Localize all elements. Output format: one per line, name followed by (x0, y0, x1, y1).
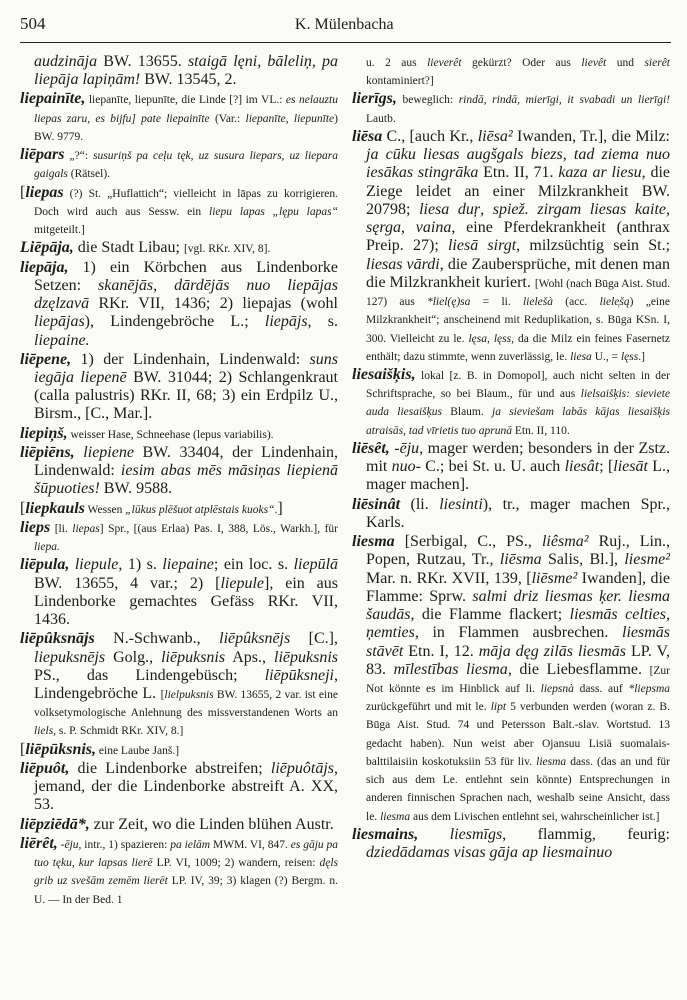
entry-text: ] (641, 350, 645, 363)
entry-text: , 1) s. (118, 556, 163, 574)
entry-text: liepanīte, liepunīte (245, 112, 335, 125)
entry-text: BW. 9588. (99, 480, 173, 498)
entry-text: „?“: (64, 150, 94, 163)
entry-text: BW. 13545, 2. (140, 71, 237, 89)
entry-text: audzināja (34, 53, 98, 70)
entry-text: liepaine (162, 556, 214, 574)
page-number: 504 (20, 14, 46, 33)
dictionary-entry (20, 53, 338, 89)
entry-text: , s. (307, 313, 338, 331)
entry-text: lielešà (522, 296, 554, 309)
entry-text: , die Flamme flackert; (410, 606, 570, 624)
dictionary-entry (352, 90, 670, 126)
entry-text: liēpuksnis (161, 648, 226, 666)
entry-text: skanējās, dārdējās nuo liepājas dzęlzavā (34, 276, 338, 313)
entry-text: lievêt (581, 57, 607, 69)
headword: liēpiēns, (20, 443, 75, 461)
entry-text: (Rätsel). (67, 168, 111, 181)
entry-text: liēpuksnis (274, 648, 338, 666)
entry-text: ] Spr., [(aus Erlaa) Pas. I, 388, Lös., Warkh.], für (99, 522, 338, 535)
dictionary-entry (352, 53, 670, 89)
entry-text: liesma (380, 810, 411, 823)
right-column (352, 53, 670, 909)
entry-text: [C.], (290, 630, 338, 648)
entry-text: staigā lęni, bāleliņ, pa liepāja lapiņām! (34, 53, 338, 89)
entry-text: Mar. n. RKr. XVII, 139, [ (366, 569, 532, 587)
entry-text: BW. 13655, 2 var. ist eine volksetymologische Anlehnung des missverstandenen Worts an (34, 688, 338, 720)
entry-text: aus dem Livischen entlehnt sei, wahrscheinlicher ist.] (410, 810, 660, 823)
entry-text: māja dęg zilās liesmās (478, 642, 626, 660)
entry-text: [Zur Not könnte es im Hinblick auf li. (366, 664, 670, 695)
entry-text: liesas vārdi (366, 255, 440, 273)
text-columns (20, 53, 671, 909)
entry-text: (li. (400, 495, 440, 513)
entry-text: u. 2 aus (366, 57, 428, 69)
entry-text: liesmās stāvēt (366, 624, 670, 660)
entry-text: . (638, 350, 642, 363)
entry-text: lielsaišķis: sieviete auda liesaišķus (366, 388, 670, 419)
entry-text: RKr. VII, 1436; 2) liepajas (wohl (89, 295, 338, 313)
entry-text: Etn. I, 12. (403, 642, 479, 660)
headword: liēsinât (352, 495, 401, 513)
entry-text: lokal [z. B. in Domopol], auch nicht selten in der Schriftsprache, so bei Blaum., für und aus (366, 369, 670, 401)
entry-text: Wessen (84, 503, 126, 516)
entry-text: ), tr., mager machen Spr., Karls. (366, 495, 670, 531)
entry-text: liesât (564, 458, 600, 476)
dictionary-entry (20, 184, 338, 239)
entry-text: iesim abas mēs māsiņas liepienā šūpuoties! (34, 462, 338, 498)
entry-text: liepule (74, 556, 119, 574)
entry-text: zur Zeit, wo die Linden blühen Austr. (89, 815, 334, 833)
entry-text: Salis, Bl.], (541, 551, 625, 569)
entry-text: beweglich: (396, 94, 459, 107)
entry-text: LP. IV, 39; 3) klagen (?) Bergm. n. U. — In der Bed. 1 (34, 875, 338, 906)
entry-text: liesmīgs (449, 825, 503, 843)
entry-text: [ (20, 740, 26, 758)
entry-text: . (274, 503, 278, 516)
entry-text: , jemand, der die Lindenborke abstreift A. XX, 53. (34, 759, 338, 814)
dictionary-entry (20, 760, 338, 815)
entry-text: liēsma (499, 551, 542, 569)
entry-text: lęsa, lęss (468, 332, 512, 345)
entry-text: MWM. VI, 847. (210, 838, 291, 851)
entry-text: liesme² (624, 551, 670, 569)
entry-text: , die Ziege leidet an einer Milzkrankheit BW. 20798; (366, 164, 670, 218)
entry-text: , die Zaubersprüche, mit denen man die Milzkrankheit kuriert. (366, 255, 670, 291)
entry-text: salmi driz liesmas ķer. liesma šaudās (366, 587, 670, 624)
dictionary-entry (352, 440, 670, 495)
entry-text: , Lindengebröche L. (34, 666, 338, 702)
entry-text: liepājas (34, 313, 85, 331)
entry-text: (Var.: (209, 112, 246, 125)
entry-text: lieverêt (427, 57, 462, 69)
dictionary-entry (352, 533, 670, 825)
running-title: K. Mülenbacha (294, 16, 394, 33)
entry-text: die Stadt Libau; (73, 239, 184, 257)
dictionary-entry (20, 500, 338, 518)
entry-text: = li. (470, 296, 523, 309)
entry-text: es nelauztu liepas zaru, es bijfu] pate liepainīte (34, 94, 338, 125)
entry-text: kaza ar liesu (558, 164, 642, 182)
entry-text: *liepsma (628, 682, 670, 695)
entry-text: dass. auf (573, 682, 629, 695)
entry-text: liepu lapas „lępu lapas“ (209, 205, 338, 218)
entry-text: liepājs (264, 313, 308, 331)
entry-text: sierêt (644, 57, 670, 69)
entry-text: BW. 31044; 2) Schlangenkraut (calla palustris) RKr. II, 68; 3) ein Erdpilz U., Birsm., [C., Mar.]. (34, 368, 338, 423)
left-column (20, 53, 338, 909)
entry-text: kontaminiert?] (366, 75, 434, 88)
entry-text (75, 444, 84, 461)
entry-text: (acc. (553, 296, 600, 309)
entry-text: BW. 33404, der Lindenhain, Lindenwald: (34, 443, 338, 480)
entry-text: ), Lindengebröche L.; (84, 313, 265, 331)
entry-text: Aps., (225, 648, 274, 666)
entry-text: dass. (das an und für sich aus dem Le. entlehnt sein könnte) Entsprechungen in anderen finnischen Sprachen nach, weshalb seine Ansicht, dass le. (366, 755, 670, 823)
entry-text: liēpūksneji (264, 666, 334, 684)
dictionary-entry (20, 259, 338, 350)
dictionary-entry (20, 519, 338, 555)
entry-text: liepuksnējs (34, 648, 106, 666)
headword: liēpuôt, (20, 759, 70, 777)
entry-text: dęls grib uz svešām zemēm lierēt (34, 857, 338, 888)
dictionary-entry (20, 816, 338, 834)
entry-text: Lautb. (366, 112, 396, 125)
entry-text: liepa. (34, 541, 60, 554)
headword: liēpula, (20, 556, 70, 574)
entry-text: Iwanden], die Flamme: Sprw. (366, 569, 670, 605)
entry-text: [Serbigal, C., PS., (394, 533, 542, 551)
entry-text: liesa (570, 350, 592, 363)
entry-text: Golg., (105, 648, 162, 666)
entry-text: *liel(ę)sa (426, 296, 471, 309)
entry-text: liesā sirgt (447, 237, 517, 255)
entry-text: liepiene (83, 443, 134, 461)
entry-text: , eine Pferdekrankheit (anthrax Preip. 27); (366, 219, 670, 255)
page-header (20, 14, 671, 36)
headword: liēpûksnājs (20, 630, 95, 648)
entry-text: liêsma² (541, 533, 589, 551)
entry-text: 5 verbunden werden (woran z. B. Būga Aist. Stud. 74 und Petersson Balt.-slav. Wortstud. 13 gedacht haben). Nun weist aber Ojansuu Lisiä suomalais-balttilaisiin koskotuksiin 53 für liv. (366, 701, 670, 768)
entry-text: nuo- (391, 458, 421, 476)
dictionary-entry (20, 630, 338, 739)
entry-text: [li. (50, 522, 73, 535)
entry-text: LP. V, 83. (366, 642, 670, 678)
dictionary-entry (20, 146, 338, 182)
headword: liepainīte, (20, 90, 86, 108)
headword: Liēpāja, (20, 239, 74, 257)
entry-text: L., mager machen]. (366, 458, 670, 494)
headword: liēsêt, (352, 439, 390, 457)
dictionary-entry (352, 496, 670, 532)
entry-text: und (606, 57, 645, 69)
entry-text: es gāju pa tuo tęku, kur lapsas lierē (34, 838, 338, 870)
entry-text: liēpûksnējs (219, 630, 291, 648)
entry-text: , milzsüchtig sein St.; (516, 237, 670, 255)
dictionary-entry (20, 556, 338, 629)
entry-text: N.-Schwanb., (94, 630, 220, 648)
entry-text: susuriņš pa ceļu tęk, uz susura liepars, uz liepara gaigals (34, 150, 338, 181)
entry-text: liele̜šą (599, 296, 630, 309)
headword: liepiņš, (20, 424, 68, 442)
headword: liesma (352, 533, 395, 551)
entry-text: C., [auch Kr., (382, 127, 478, 145)
headword: lieps (20, 518, 51, 536)
entry-text: lielpuksnis (164, 688, 214, 701)
entry-text: Blaum. (441, 406, 492, 419)
entry-text: die Lindenborke abstreifen; (69, 759, 271, 777)
entry-text: mitgeteilt.] (34, 224, 85, 237)
header-rule (20, 42, 671, 43)
entry-text: 1) der Lindenhain, Lindenwald: (71, 350, 310, 368)
entry-text: liepule (220, 574, 264, 592)
entry-text: rindā, rindā, mierīgi, it svabadi un lierīgi! (458, 94, 670, 107)
headword: lierīgs, (352, 90, 397, 108)
entry-text: liepas (72, 522, 100, 535)
dictionary-entry (20, 741, 338, 759)
dictionary-entry (20, 351, 338, 424)
entry-text: Etn. II, 71. (478, 164, 559, 182)
headword: liepas (25, 183, 64, 201)
entry-text: lęss (620, 350, 639, 363)
entry-text: Iwanden, Tr.], die Milz: (512, 127, 670, 145)
entry-text: -ēju (60, 838, 79, 851)
entry-text: BW. 13655. (97, 53, 188, 70)
entry-text: liels (34, 725, 54, 738)
entry-text: weisser Hase, Schneehase (lepus variabilis). (67, 428, 274, 441)
dictionary-entry (20, 425, 338, 443)
entry-text: suns iegāja liepenē (34, 350, 338, 386)
entry-text: ja cūku liesas augšgals biezs, tad ziema nuo iesākas stingrāka (366, 146, 670, 182)
entry-text: [Wohl (nach Būga Aist. Stud. 127) aus (366, 277, 670, 309)
headword: liēpars (20, 146, 65, 164)
entry-text: , intr., 1) spazieren: (78, 838, 171, 851)
headword: liesaišķis, (352, 365, 416, 383)
entry-text: pa ielām (170, 838, 211, 851)
entry-text: zurückgeführt und mit le. (366, 701, 491, 714)
entry-text: , in Flammen ausbrechen. (414, 624, 622, 642)
entry-text: ) BW. 9779. (34, 112, 338, 143)
entry-text: BW. 13655, 4 var.; 2) [ (34, 574, 221, 592)
entry-text: Ruj., Lin., Popen, Rutzau, Tr., (366, 533, 670, 569)
entry-text: dziedādamas visas gāja ap liesmainuo (366, 844, 613, 862)
entry-text: [ (20, 183, 26, 201)
entry-text: „lūkus plēšuot atplēstais kuoks“ (125, 503, 275, 516)
headword: liēpene, (20, 350, 72, 368)
entry-text: ; ein loc. s. (213, 556, 294, 574)
entry-text: lipt (490, 701, 507, 714)
headword: liēpūksnis, (25, 740, 97, 758)
entry-text (418, 826, 449, 843)
dictionary-entry (352, 826, 670, 862)
entry-text: , da die Milz ein feines Fasernetz enthält; dazu stimmte, wenn zuverlässig, le. (366, 332, 670, 363)
entry-text: gekürzt? Oder aus (461, 57, 582, 69)
entry-text: mīlestības liesma (393, 660, 508, 678)
entry-text: , flammig, feurig: (502, 825, 670, 843)
headword: liepkauls (25, 499, 85, 517)
entry-text: ; [ (599, 458, 614, 476)
entry-text: liepsnà (540, 682, 574, 695)
entry-text: , mager werden; besonders in der Zstz. mit (366, 439, 670, 476)
entry-text: 1) ein Körbchen aus Lindenborke Setzen: (34, 258, 338, 294)
headword: liesmains, (352, 825, 419, 843)
dictionary-entry (352, 128, 670, 365)
headword: liepāja, (20, 258, 69, 276)
entry-text: liēpuôtājs (270, 759, 334, 777)
entry-text: liesma (536, 755, 567, 768)
entry-text: liepanīte, liepunīte, die Linde [?] im VL.: (85, 94, 286, 107)
entry-text: PS., das Lindengebüsch; (34, 666, 265, 684)
entry-text: liesāt (613, 458, 648, 476)
entry-text: ) „eine Milzkrankheit“; anscheinend mit Reduplikation, s. Būga KSn. I, 300. Vielleicht zu le. (366, 296, 670, 345)
entry-text: C.; bei St. u. U. auch (420, 458, 565, 476)
entry-text: [ (160, 688, 165, 701)
entry-text: -ēju (394, 439, 420, 457)
entry-text: [ (20, 499, 26, 517)
entry-text: liēsme² (531, 569, 578, 587)
dictionary-entry (20, 239, 338, 257)
dictionary-entry (20, 444, 338, 499)
headword: liērêt, (20, 834, 58, 852)
entry-text: U., = (591, 350, 621, 363)
entry-text: LP. VI, 1009; 2) wandern, reisen: (152, 857, 320, 870)
headword: liēpziēdā*, (20, 815, 90, 833)
entry-text: liesa duŗ, spiež. zirgam liesas kaite, sęrga, vaina (366, 200, 670, 237)
entry-text: , s. P. Schmidt RKr. XIV, 8.] (53, 725, 184, 738)
entry-text: ], ein aus Lindenborke gemachtes Gefäss RKr. VII, 1436. (34, 574, 338, 629)
entry-text: liēsa² (477, 127, 513, 145)
entry-text: (?) St. „Huflattich“; vielleicht in lāpas zu korrigieren. Doch wird auch aus Sessw. ein (34, 187, 338, 218)
dictionary-entry (352, 366, 670, 439)
dictionary-entry (20, 835, 338, 908)
entry-text: ] (277, 499, 283, 517)
entry-text: , die Liebesflamme. (507, 660, 650, 678)
entry-text: [vgl. RKr. XIV, 8]. (183, 243, 271, 256)
entry-text: liesinti (439, 495, 483, 513)
entry-text: liesmās celties, ņemties (366, 606, 670, 642)
dictionary-entry (20, 90, 338, 145)
entry-text: liepaine. (34, 331, 90, 349)
headword: liēsa (352, 127, 383, 145)
entry-text: liepūlā (293, 556, 338, 574)
entry-text: Etn. II, 110. (512, 424, 570, 437)
entry-text: eine Laube Janš.] (96, 744, 180, 757)
entry-text: ja sieviešam labās kājas liesaišķis atraisās, tad vīrietis tuo aprunā (366, 406, 670, 437)
